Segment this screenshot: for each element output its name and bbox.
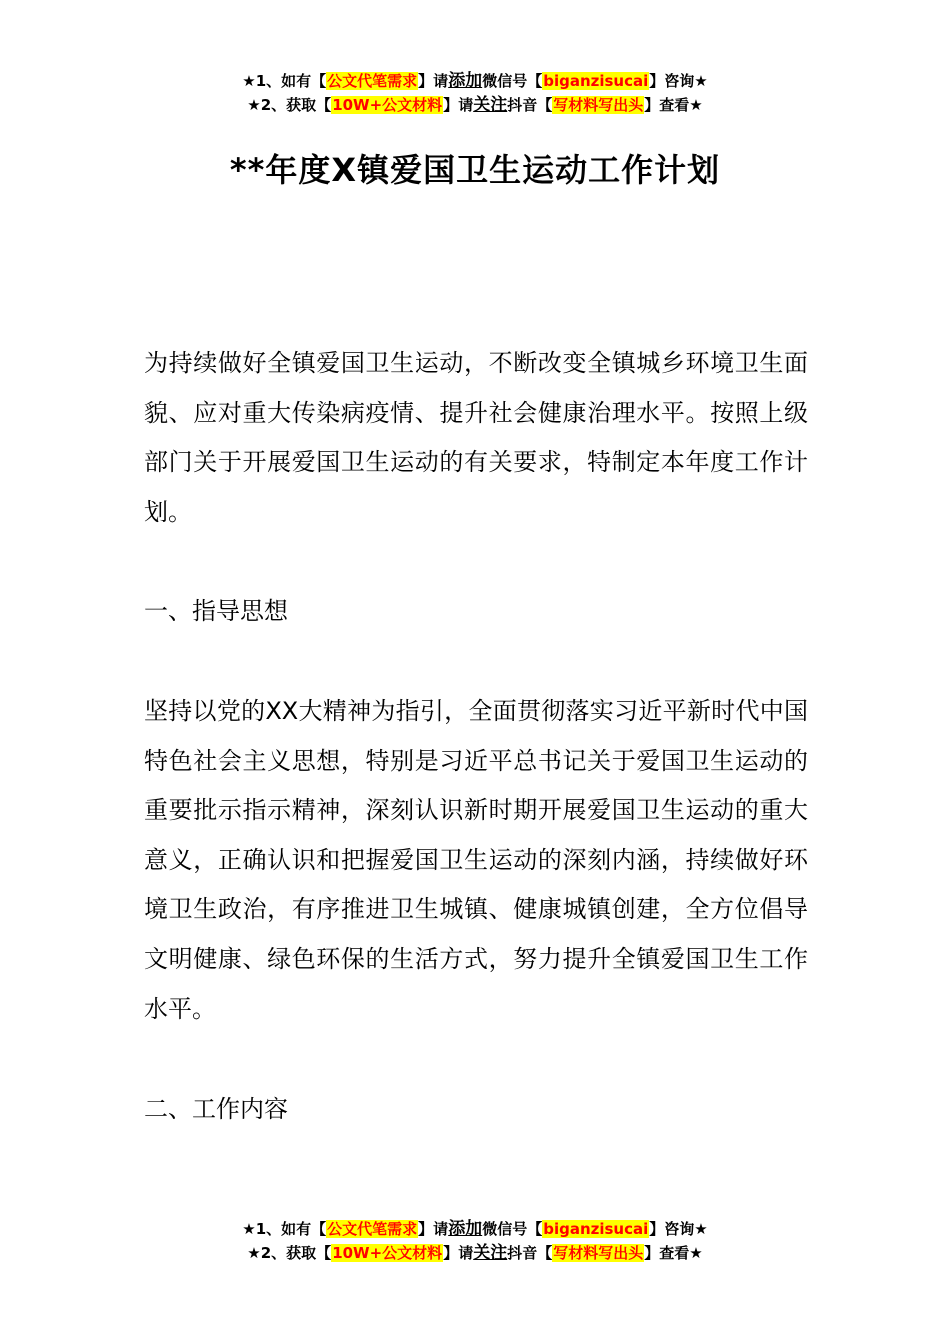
emphasis-text: 添加 [448, 71, 483, 91]
banner-text: 】请 [418, 72, 449, 90]
banner-line-2 [0, 93, 950, 117]
emphasis-text: 关注 [473, 1243, 508, 1263]
banner-line-1 [0, 1217, 950, 1241]
banner-text: 微信号【 [482, 1220, 543, 1238]
banner-text: 】请 [443, 1244, 474, 1262]
footer-banner [0, 1217, 950, 1265]
highlight-text: biganzisucai [543, 1220, 649, 1238]
banner-text: 】咨询★ [649, 72, 708, 90]
banner-text: 】查看★ [644, 96, 703, 114]
emphasis-text: 添加 [448, 1219, 483, 1239]
highlight-text: 写材料写出头 [553, 1244, 644, 1262]
banner-text: 抖音【 [507, 1244, 553, 1262]
banner-text: 】查看★ [644, 1244, 703, 1262]
highlight-text: biganzisucai [543, 72, 649, 90]
document-title: **年度X镇爱国卫生运动工作计划 [229, 151, 721, 189]
section1-block [144, 687, 808, 1034]
section1-paragraph: 坚持以党的XX大精神为指引，全面贯彻落实习近平新时代中国特色社会主义思想，特别是习近平总书记关于爱国卫生运动的重要批示指示精神，深刻认识新时期开展爱国卫生运动的重大意义，正确认识和把握爱国卫生运动的深刻内涵，持续做好环境卫生政治，有序推进卫生城镇、健康城镇创建，全方位倡导文明健康、绿色环保的生活方式，努力提升全镇爱国卫生工作水平。 [144, 697, 808, 1023]
header-banner [0, 69, 950, 117]
banner-text: 微信号【 [482, 72, 543, 90]
highlight-text: 公文代笔需求 [327, 1220, 418, 1238]
highlight-text: 公文代笔需求 [327, 72, 418, 90]
emphasis-text: 关注 [473, 95, 508, 115]
section-heading-work-content: 二、工作内容 [144, 1095, 288, 1123]
banner-text: 】咨询★ [649, 1220, 708, 1238]
section-heading-guiding-ideology: 一、指导思想 [144, 597, 288, 625]
highlight-text: 10W+公文材料 [332, 1244, 443, 1262]
banner-text: 】请 [418, 1220, 449, 1238]
banner-text: ★2、获取【 [247, 96, 332, 114]
banner-text: ★2、获取【 [247, 1244, 332, 1262]
highlight-text: 写材料写出头 [553, 96, 644, 114]
banner-text: 】请 [443, 96, 474, 114]
banner-line-2 [0, 1241, 950, 1265]
highlight-text: 10W+公文材料 [332, 96, 443, 114]
banner-text: ★1、如有【 [242, 1220, 327, 1238]
intro-paragraph: 为持续做好全镇爱国卫生运动，不断改变全镇城乡环境卫生面貌、应对重大传染病疫情、提升社会健康治理水平。按照上级部门关于开展爱国卫生运动的有关要求，特制定本年度工作计划。 [144, 349, 808, 526]
banner-text: 抖音【 [507, 96, 553, 114]
banner-text: ★1、如有【 [242, 72, 327, 90]
banner-line-1 [0, 69, 950, 93]
intro-block [144, 339, 808, 537]
